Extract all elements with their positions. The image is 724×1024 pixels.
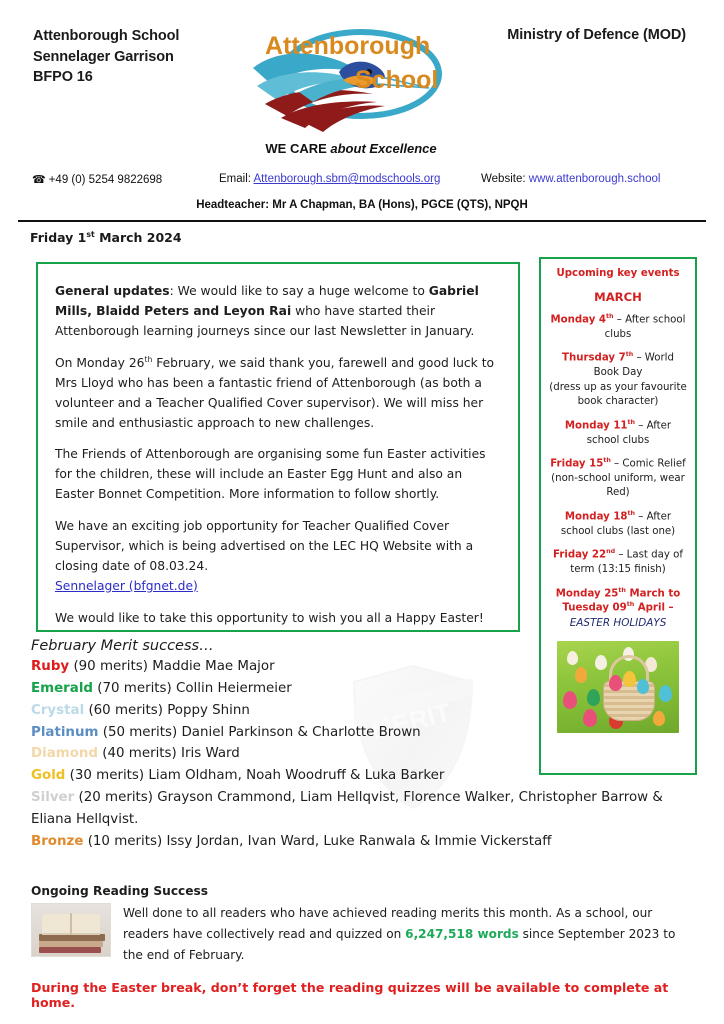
- merit-names: Grayson Crammond, Liam Hellqvist, Florence Walker, Christopher Barrow & Eliana Hellqvist.: [31, 790, 663, 827]
- general-updates-label: General updates: [55, 284, 170, 298]
- merit-count: (90 merits): [73, 659, 148, 674]
- school-garrison: Sennelager Garrison: [33, 48, 174, 65]
- event-note: (non-school uniform, wear Red): [551, 472, 685, 499]
- update-p2-ordinal: th: [144, 354, 153, 364]
- merit-tier: Diamond: [31, 746, 99, 762]
- merit-row: [31, 831, 691, 853]
- easter-end-ordinal: th: [626, 601, 635, 609]
- merit-count: (40 merits): [102, 746, 177, 762]
- event-date-ordinal: th: [625, 351, 634, 359]
- svg-text:School: School: [355, 66, 439, 94]
- website-link[interactable]: www.attenborough.school: [528, 173, 661, 185]
- telephone-icon: ☎: [32, 174, 46, 186]
- date-rest: March 2024: [94, 230, 182, 246]
- sidebar-title: Upcoming key events: [556, 268, 680, 279]
- svg-text:Attenborough: Attenborough: [265, 32, 431, 60]
- event-item: [549, 313, 687, 342]
- merit-names: Daniel Parkinson & Charlotte Brown: [181, 724, 421, 740]
- merit-count: (10 merits): [87, 833, 163, 849]
- merit-count: (70 merits): [97, 680, 172, 696]
- event-desc: – After school clubs: [604, 314, 686, 340]
- event-desc: – After school clubs: [586, 420, 672, 446]
- event-date-ordinal: th: [627, 418, 636, 426]
- merit-names: Liam Oldham, Noah Woodruff & Luka Barker: [148, 768, 445, 784]
- merit-row: [31, 678, 691, 700]
- easter-break-notice: During the Easter break, don’t forget the reading quizzes will be available to complete at home.: [31, 980, 669, 1011]
- reading-heading: Ongoing Reading Success: [31, 884, 209, 898]
- merit-row: [31, 787, 691, 831]
- update-p2-pre: On Monday 26: [55, 355, 145, 370]
- merit-names: Poppy Shinn: [167, 702, 250, 718]
- school-logo: [243, 26, 459, 166]
- new-pupil-names: Gabriel Mills, Blaidd Peters and Leyon Rai: [55, 284, 479, 318]
- easter-holidays-label: EASTER HOLIDAYS: [569, 617, 667, 630]
- update-p4-text: We have an exciting job opportunity for Teacher Qualified Cover Supervisor, which is being advertised on the LEC HQ Website with a closing date of 08.03.24.: [55, 519, 474, 573]
- easter-end-text: April –: [634, 602, 674, 614]
- update-p1-post: who have started their Attenborough learning journeys since our last Newsletter in January.: [55, 303, 475, 338]
- motto-bold: WE CARE: [265, 141, 331, 156]
- merit-shield-text: MERIT: [367, 696, 454, 746]
- merit-row: [31, 743, 691, 765]
- event-date-ordinal: th: [606, 313, 614, 320]
- school-address: [33, 26, 179, 88]
- event-date-ordinal: th: [627, 509, 636, 517]
- merit-row: [31, 722, 691, 744]
- event-date-ordinal: th: [603, 457, 611, 465]
- merit-row: [31, 656, 691, 678]
- email-link[interactable]: Attenborough.sbm@modschools.org: [253, 173, 441, 185]
- email-label: Email:: [219, 173, 251, 185]
- event-item: [549, 419, 687, 448]
- event-desc: – Last day of term (13:15 finish): [570, 549, 683, 576]
- page-header: [0, 0, 724, 246]
- event-note: (dress up as your favourite book character): [549, 381, 687, 408]
- merit-row: [31, 700, 691, 722]
- event-date: Friday 22: [553, 549, 607, 561]
- event-date: Thursday 7: [562, 352, 626, 364]
- easter-holidays-event: [549, 587, 687, 632]
- words-read-count: 6,247,518 words: [405, 926, 519, 941]
- merit-tier: Crystal: [31, 702, 85, 718]
- job-vacancy-link[interactable]: Sennelager (bfgnet.de): [55, 578, 198, 593]
- sidebar-month: MARCH: [594, 290, 642, 304]
- merit-names: Issy Jordan, Ivan Ward, Luke Ranwala & Immie Vickerstaff: [166, 833, 552, 849]
- event-date: Friday 15: [550, 458, 604, 470]
- general-updates-box: [36, 262, 520, 632]
- event-date-ordinal: nd: [606, 548, 616, 556]
- merit-tier: Platinum: [31, 724, 99, 740]
- phone-number: +49 (0) 5254 9822698: [48, 174, 163, 186]
- update-paragraph-5: We would like to take this opportunity to wish you all a Happy Easter!: [55, 610, 484, 625]
- reading-text-post: since September 2023 to the end of February.: [123, 926, 676, 962]
- merit-success-section: [31, 638, 691, 853]
- merit-tier: Gold: [31, 768, 66, 784]
- event-item: [549, 510, 687, 539]
- merit-names: Maddie Mae Major: [152, 659, 275, 674]
- merit-count: (30 merits): [69, 768, 145, 784]
- school-bfpo: BFPO 16: [33, 69, 93, 86]
- event-desc: – Comic Relief: [610, 458, 686, 470]
- update-paragraph-4: [55, 517, 501, 597]
- easter-start-ordinal: th: [618, 586, 626, 594]
- date-ordinal: st: [86, 230, 95, 239]
- event-item: [549, 351, 687, 409]
- kingfisher-logo-icon: [243, 26, 459, 138]
- newsletter-date: [30, 230, 182, 245]
- merit-tier: Emerald: [31, 680, 93, 696]
- easter-mid-text: March to Tuesday 09: [562, 588, 681, 614]
- motto-italic: about Excellence: [330, 141, 437, 156]
- event-date: Monday 18: [564, 511, 628, 523]
- merit-count: (60 merits): [88, 702, 163, 718]
- date-day: Friday 1: [30, 230, 87, 246]
- merit-heading: February Merit success…: [31, 638, 214, 654]
- merit-names: Collin Heiermeier: [176, 680, 292, 696]
- header-divider: [18, 220, 706, 222]
- reading-text-pre: Well done to all readers who have achieved reading merits this month. As a school, our readers have collectively read and quizzed on: [123, 906, 653, 941]
- event-date: Monday 11: [564, 420, 628, 432]
- event-item: [549, 457, 687, 501]
- headteacher-line: Headteacher: Mr A Chapman, BA (Hons), PGCE (QTS), NPQH: [196, 199, 528, 211]
- school-name: Attenborough School: [33, 28, 180, 44]
- reading-paragraph: [123, 901, 696, 965]
- contact-row: [0, 172, 724, 194]
- event-date: Monday 4: [550, 314, 607, 326]
- email-block: [219, 173, 440, 185]
- update-paragraph-1: [55, 282, 501, 342]
- website-label: Website:: [481, 173, 526, 185]
- merit-row: [31, 765, 691, 787]
- update-paragraph-3: The Friends of Attenborough are organising some fun Easter activities for the children, these will include an Easter Egg Hunt and also an Easter Bonnet Competition. More information to follow shortly.: [55, 447, 486, 502]
- website-block: [481, 173, 660, 185]
- merit-count: (50 merits): [102, 724, 178, 740]
- school-motto: [243, 141, 459, 156]
- event-desc: – World Book Day: [593, 352, 674, 379]
- event-desc: – After school clubs (last one): [560, 511, 676, 537]
- update-p1-pre: : We would like to say a huge welcome to: [169, 284, 429, 298]
- reading-success-section: [31, 884, 696, 1010]
- stack-of-books-image: [31, 903, 111, 957]
- event-item: [549, 548, 687, 577]
- easter-start-date: Monday 25: [555, 588, 619, 599]
- merit-tier: Ruby: [31, 659, 70, 674]
- merit-tier: Bronze: [31, 833, 84, 849]
- authority-label: Ministry of Defence (MOD): [507, 27, 686, 43]
- merit-names: Iris Ward: [181, 746, 240, 762]
- update-paragraph-2: [55, 354, 501, 434]
- merit-tier: Silver: [31, 790, 75, 806]
- phone-block: [32, 173, 162, 186]
- merit-count: (20 merits): [78, 790, 153, 806]
- update-p2-post: February, we said thank you, farewell and good luck to Mrs Lloyd who has been a fantastic friend of Attenborough (as both a volunteer and a Teacher Qualified Cover supervisor). We will miss her smile and enthusiastic approach to new challenges.: [55, 355, 495, 430]
